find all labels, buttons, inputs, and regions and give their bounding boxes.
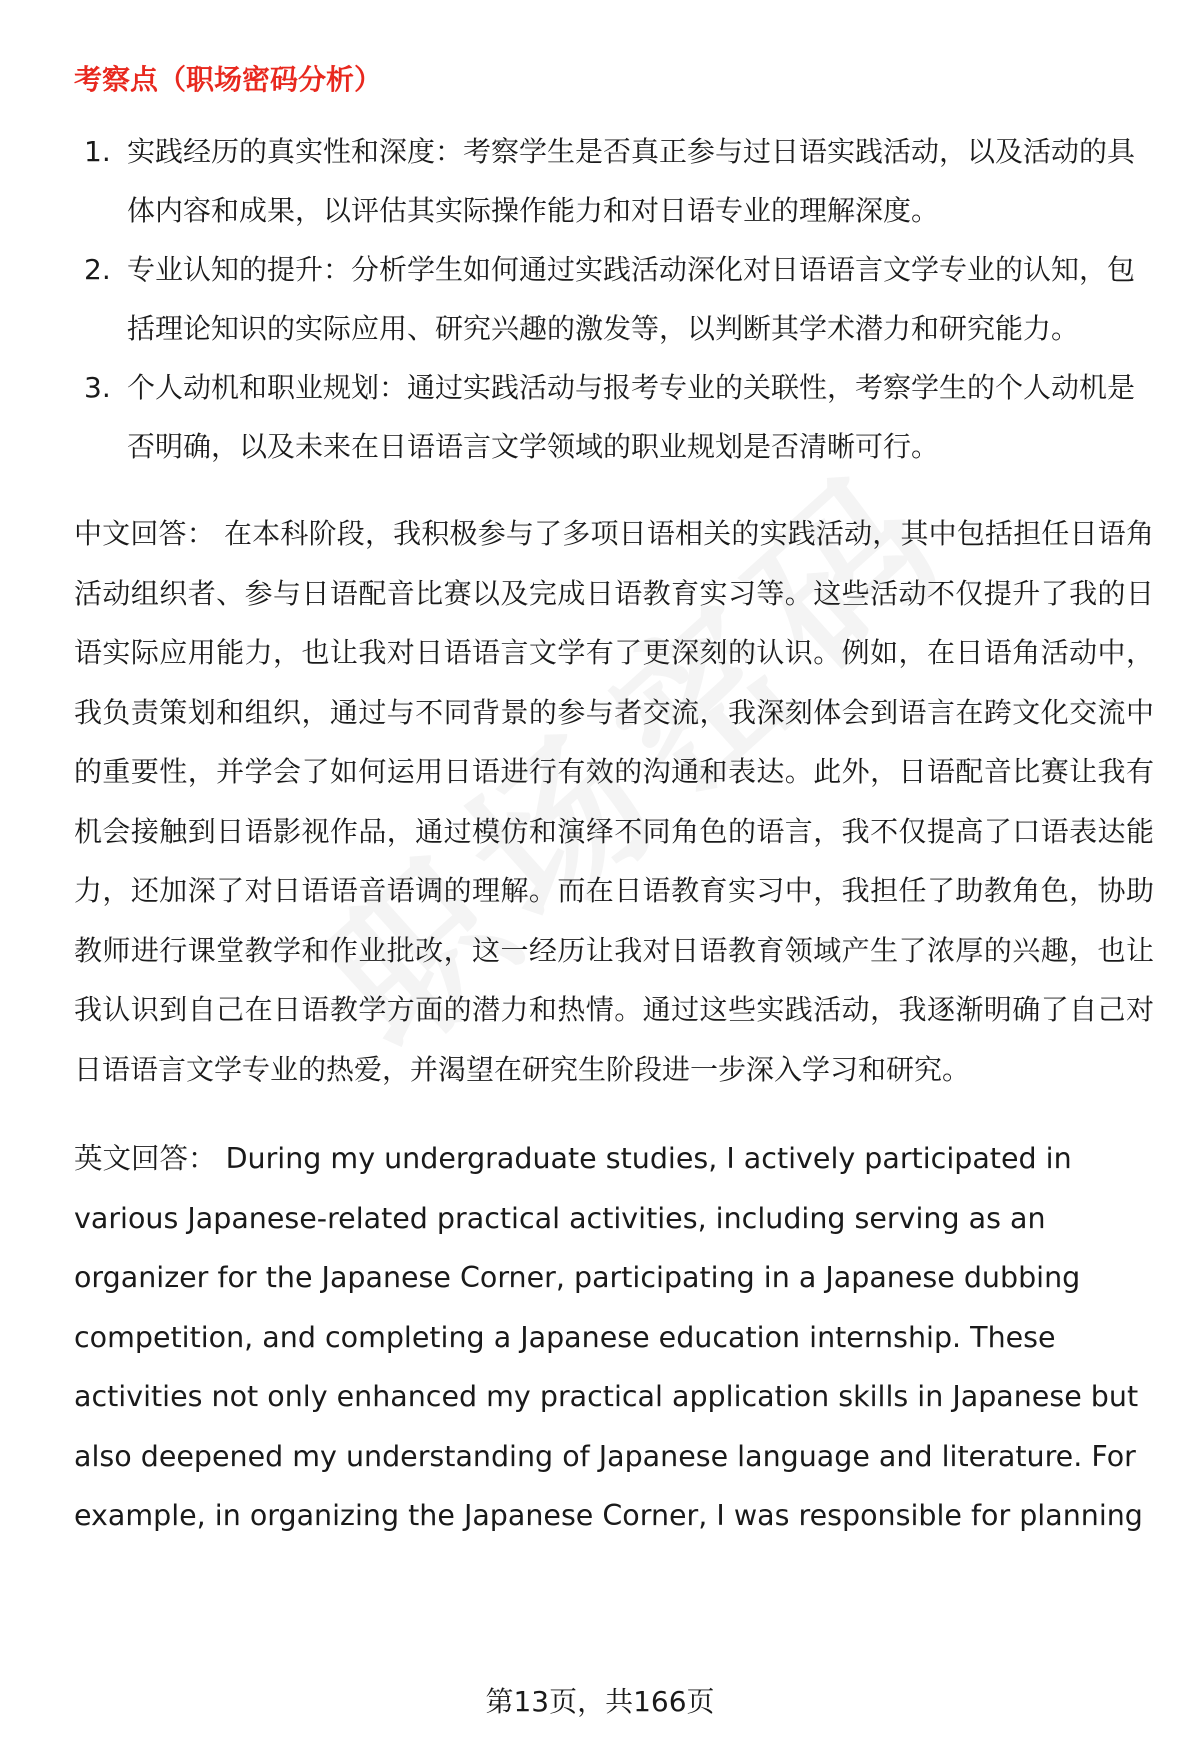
list-number: 2. xyxy=(84,253,111,286)
english-answer xyxy=(74,1129,1154,1546)
page-content xyxy=(74,60,1154,1546)
list-number: 3. xyxy=(84,371,111,404)
page-number-footer: 第13页，共166页 xyxy=(485,1685,715,1718)
english-answer-text: During my undergraduate studies, I actively participated in various Japanese-related practical activities, including serving as an organizer for the Japanese Corner, participating in a Japanese dubbing competition, and completing a Japanese education internship. These activities not only enhanced my practical application skills in Japanese but also deepened my understanding of Japanese language and literature. For example, in organizing the Japanese Corner, I was responsible for planning xyxy=(74,1142,1143,1532)
assessment-point xyxy=(74,240,1154,358)
chinese-answer xyxy=(74,504,1154,1099)
assessment-point xyxy=(74,358,1154,476)
assessment-point-text: 专业认知的提升：分析学生如何通过实践活动深化对日语语言文学专业的认知，包括理论知识的实际应用、研究兴趣的激发等，以判断其学术潜力和研究能力。 xyxy=(127,253,1136,345)
chinese-answer-text: 在本科阶段，我积极参与了多项日语相关的实践活动，其中包括担任日语角活动组织者、参与日语配音比赛以及完成日语教育实习等。这些活动不仅提升了我的日语实际应用能力，也让我对日语语言文学有了更深刻的认识。例如，在日语角活动中，我负责策划和组织，通过与不同背景的参与者交流，我深刻体会到语言在跨文化交流中的重要性，并学会了如何运用日语进行有效的沟通和表达。此外，日语配音比赛让我有机会接触到日语影视作品，通过模仿和演绎不同角色的语言，我不仅提高了口语表达能力，还加深了对日语语音语调的理解。而在日语教育实习中，我担任了助教角色，协助教师进行课堂教学和作业批改，这一经历让我对日语教育领域产生了浓厚的兴趣，也让我认识到自己在日语教学方面的潜力和热情。通过这些实践活动，我逐渐明确了自己对日语语言文学专业的热爱，并渴望在研究生阶段进一步深入学习和研究。 xyxy=(74,517,1154,1086)
chinese-answer-label: 中文回答： xyxy=(74,517,215,550)
english-answer-label: 英文回答： xyxy=(74,1142,217,1175)
assessment-point-text: 个人动机和职业规划：通过实践活动与报考专业的关联性，考察学生的个人动机是否明确，以及未来在日语语言文学领域的职业规划是否清晰可行。 xyxy=(127,371,1136,463)
assessment-point-text: 实践经历的真实性和深度：考察学生是否真正参与过日语实践活动，以及活动的具体内容和成果，以评估其实际操作能力和对日语专业的理解深度。 xyxy=(127,135,1136,227)
section-title: 考察点（职场密码分析） xyxy=(74,63,383,96)
assessment-points-list xyxy=(74,122,1154,476)
list-number: 1. xyxy=(84,135,111,168)
assessment-point xyxy=(74,122,1154,240)
